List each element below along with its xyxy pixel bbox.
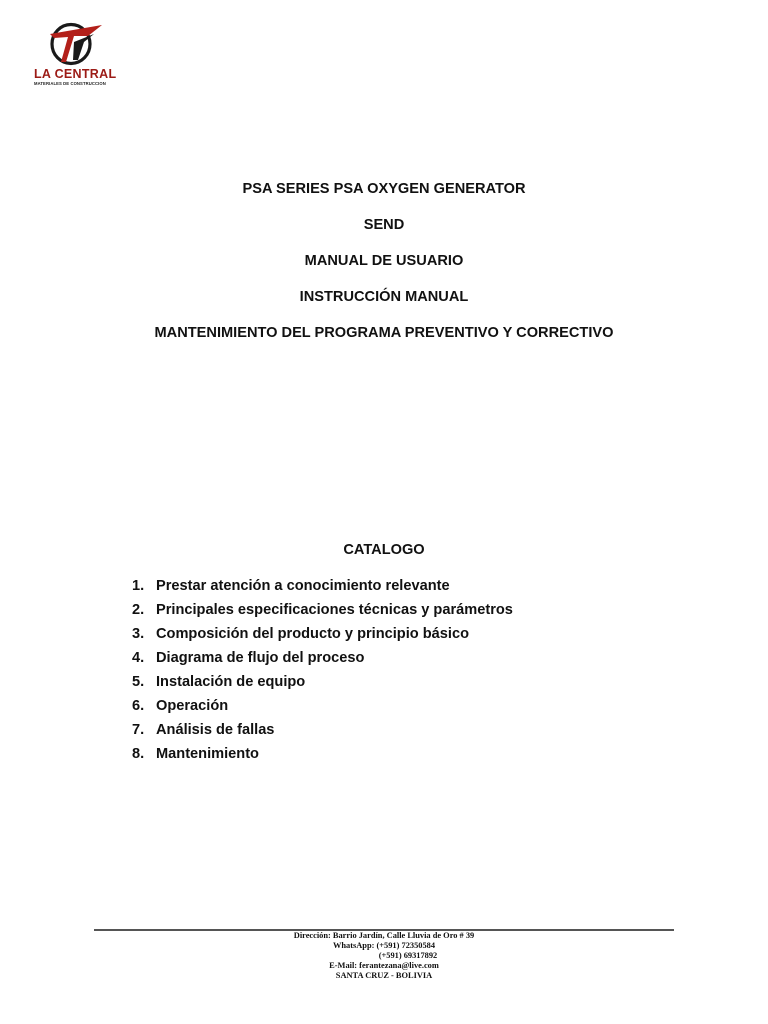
- footer-address: Dirección: Barrio Jardín, Calle Lluvia de Oro # 39: [293, 931, 475, 940]
- document-title-line: MANTENIMIENTO DEL PROGRAMA PREVENTIVO Y CORRECTIVO: [154, 325, 614, 341]
- catalog-item-number: 7.: [132, 722, 145, 738]
- catalog-item-number: 3.: [132, 626, 145, 642]
- catalog-list: [132, 575, 513, 767]
- catalog-item-label: Diagrama de flujo del proceso: [156, 650, 365, 666]
- catalog-item-label: Operación: [156, 698, 229, 714]
- footer-city: SANTA CRUZ - BOLIVIA: [335, 971, 433, 980]
- footer-email: E-Mail: ferantezana@live.com: [329, 961, 439, 970]
- footer-whatsapp-secondary: (+591) 69317892: [378, 951, 438, 960]
- company-logo: [30, 22, 122, 88]
- document-title-line: MANUAL DE USUARIO: [304, 253, 464, 269]
- catalog-item-number: 5.: [132, 674, 145, 690]
- catalog-item-label: Mantenimiento: [156, 746, 259, 762]
- footer-contact-block: [0, 931, 768, 981]
- catalog-item-number: 2.: [132, 602, 145, 618]
- catalog-item-label: Composición del producto y principio básico: [156, 626, 469, 642]
- catalog-item: [132, 623, 513, 647]
- catalog-item-number: 8.: [132, 746, 145, 762]
- catalog-heading: CATALOGO: [343, 542, 425, 558]
- catalog-item-number: 1.: [132, 578, 145, 594]
- logo-company-name: LA CENTRAL: [34, 67, 117, 81]
- catalog-item: [132, 647, 513, 671]
- catalog-item: [132, 671, 513, 695]
- catalog-item: [132, 719, 513, 743]
- catalog-item-label: Principales especificaciones técnicas y parámetros: [156, 602, 513, 618]
- document-title-line: SEND: [363, 217, 405, 233]
- footer-whatsapp: WhatsApp: (+591) 72350584: [332, 941, 436, 950]
- catalog-item-number: 6.: [132, 698, 145, 714]
- catalog-item: [132, 575, 513, 599]
- catalog-item: [132, 743, 513, 767]
- document-title-line: PSA SERIES PSA OXYGEN GENERATOR: [242, 181, 526, 197]
- catalog-item-label: Instalación de equipo: [156, 674, 306, 690]
- document-title-line: INSTRUCCIÓN MANUAL: [299, 289, 469, 305]
- logo-company-subtitle: MATERIALES DE CONSTRUCCION: [34, 81, 106, 86]
- catalog-item-label: Análisis de fallas: [156, 722, 275, 738]
- catalog-item-number: 4.: [132, 650, 145, 666]
- catalog-item: [132, 599, 513, 623]
- la-central-logo-icon: [44, 22, 106, 66]
- catalog-item: [132, 695, 513, 719]
- document-title-block: [0, 179, 768, 359]
- catalog-item-label: Prestar atención a conocimiento relevante: [156, 578, 450, 594]
